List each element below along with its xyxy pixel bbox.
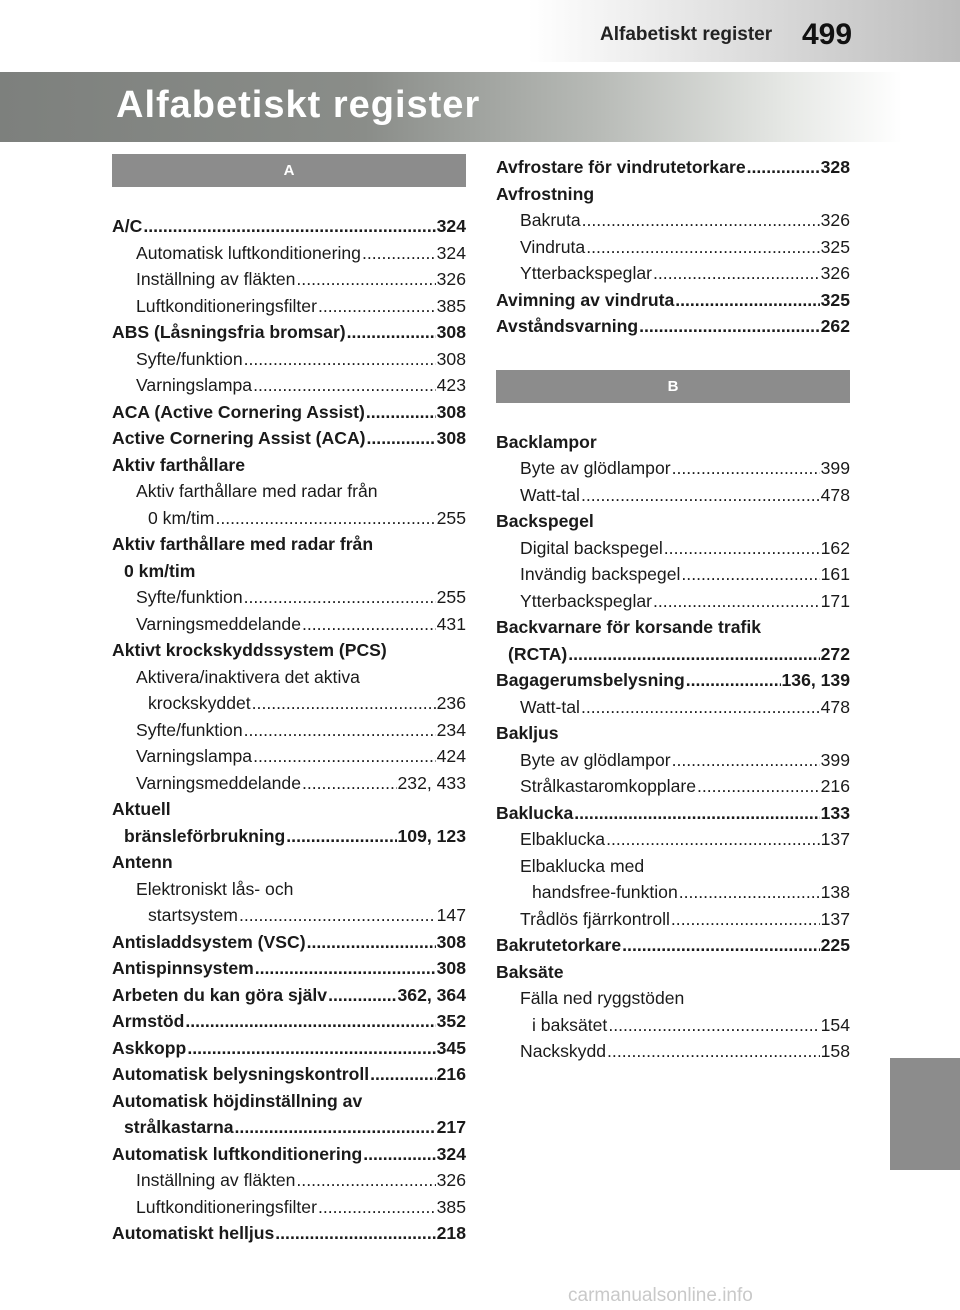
index-column-left [112, 154, 466, 1247]
dot-leader [568, 641, 819, 668]
index-entry-term: Bagagerumsbelysning [496, 670, 685, 690]
index-entry [496, 313, 850, 340]
index-entry [496, 694, 850, 721]
section-thumb-tab [890, 1058, 960, 1170]
index-entry [112, 611, 466, 638]
section-header-b: B [496, 370, 850, 403]
index-entry [496, 747, 850, 774]
index-entry [112, 399, 466, 426]
title-banner [0, 72, 960, 142]
dot-leader [302, 770, 397, 797]
index-entry-page[interactable]: 154 [820, 1014, 850, 1035]
index-entry-term: Backvarnare för korsande trafik [496, 617, 762, 637]
index-entry [112, 558, 466, 585]
dot-leader [672, 747, 820, 774]
dot-leader [681, 561, 819, 588]
index-entry-term: Watt-tal [520, 484, 580, 505]
index-entry-page[interactable]: 326 [820, 210, 850, 230]
index-entry [112, 770, 466, 797]
index-entry [112, 690, 466, 717]
index-entry-term: Aktivt krockskyddssystem (PCS) [112, 640, 387, 660]
index-entry-page[interactable]: 478 [820, 696, 850, 717]
index-entry-page[interactable]: 272 [820, 643, 850, 664]
index-entry-page[interactable]: 109, 123 [397, 825, 466, 846]
dot-leader [581, 694, 820, 721]
index-entry-page[interactable]: 478 [820, 484, 850, 505]
index-entry-term: Byte av glödlampor [520, 458, 671, 478]
index-entry [496, 906, 850, 933]
dot-leader [275, 1220, 435, 1247]
index-entry-page[interactable]: 431 [436, 613, 466, 634]
dot-leader [362, 240, 436, 267]
dot-leader [607, 1038, 820, 1065]
dot-leader [328, 982, 396, 1009]
index-entry-page[interactable]: 308 [436, 428, 466, 448]
index-entry [112, 293, 466, 320]
dot-leader [302, 611, 436, 638]
dot-leader [672, 455, 820, 482]
index-entry [112, 1035, 466, 1062]
index-entry [112, 1141, 466, 1168]
index-entry-term: Varningslampa [136, 746, 253, 766]
index-list-a-continued [496, 154, 850, 340]
index-entry [112, 664, 466, 691]
index-entry [112, 240, 466, 267]
index-entry-page[interactable]: 218 [436, 1223, 466, 1243]
index-entry [112, 266, 466, 293]
index-entry-term: Avimning av vindruta [496, 289, 675, 310]
index-entry [112, 796, 466, 823]
index-entry-page[interactable]: 324 [436, 1143, 466, 1164]
index-entry-page[interactable]: 216 [436, 1064, 466, 1084]
index-entry-page[interactable]: 234 [436, 719, 466, 740]
index-entry [496, 720, 850, 747]
index-entry-term: Luftkonditioneringsfilter [136, 295, 317, 316]
index-entry [112, 1114, 466, 1141]
watermark: carmanualsonline.info [568, 1285, 753, 1306]
index-entry-term: 0 km/tim [148, 507, 215, 528]
index-entry-term: Aktiv farthållare [112, 454, 245, 475]
index-entry [112, 849, 466, 876]
dot-leader [664, 535, 820, 562]
index-entry-term: Bakljus [496, 723, 559, 743]
page-title: Alfabetiskt register [116, 84, 481, 126]
index-entry-term: Varningsmeddelande [136, 772, 301, 793]
index-entry-term: Armstöd [112, 1011, 185, 1031]
dot-leader [244, 346, 436, 373]
dot-leader [244, 717, 436, 744]
index-entry-term: Avfrostning [496, 183, 595, 204]
index-entry-page[interactable]: 325 [820, 289, 850, 310]
index-entry-term: Nackskydd [520, 1041, 607, 1061]
index-entry [496, 287, 850, 314]
dot-leader [370, 1061, 436, 1088]
index-entry-term: Arbeten du kan göra själv [112, 984, 328, 1005]
dot-leader [622, 932, 819, 959]
index-entry-term: Inställning av fläkten [136, 1170, 296, 1190]
index-entry [496, 879, 850, 906]
index-entry-page[interactable]: 171 [820, 590, 850, 611]
dot-leader [318, 1194, 436, 1221]
index-entry-term: Syfte/funktion [136, 587, 243, 607]
dot-leader [606, 826, 820, 853]
index-entry-page[interactable]: 255 [436, 507, 466, 528]
dot-leader [143, 213, 435, 240]
index-entry [112, 637, 466, 664]
index-entry-page[interactable]: 362, 364 [397, 984, 466, 1005]
index-entry-page[interactable]: 308 [436, 401, 466, 422]
index-entry-page[interactable]: 162 [820, 537, 850, 558]
index-entry-page[interactable]: 385 [436, 1196, 466, 1217]
dot-leader [574, 800, 819, 827]
index-entry-term: krockskyddet [148, 693, 251, 713]
index-entry-term: Avfrostare för vindrutetorkare [496, 157, 746, 177]
index-list-a [112, 213, 466, 1247]
index-entry-term: A/C [112, 216, 143, 236]
dot-leader [608, 1012, 819, 1039]
index-entry-term: Ytterbackspeglar [520, 263, 653, 283]
index-entry [496, 207, 850, 234]
dot-leader [653, 260, 820, 287]
index-entry [496, 667, 850, 694]
dot-leader [675, 287, 819, 314]
index-entry [496, 588, 850, 615]
index-entry-term: Backspegel [496, 511, 594, 531]
index-entry-term: Digital backspegel [520, 537, 663, 558]
index-entry-page[interactable]: 324 [436, 242, 466, 263]
index-entry-term: strålkastarna [124, 1117, 234, 1137]
index-entry [112, 982, 466, 1009]
index-entry-term: Askkopp [112, 1037, 187, 1058]
index-entry-term: Automatisk belysningskontroll [112, 1064, 370, 1084]
index-entry [112, 425, 466, 452]
index-entry-page[interactable]: 399 [820, 749, 850, 770]
index-entry [496, 535, 850, 562]
index-entry [112, 1088, 466, 1115]
index-entry [496, 800, 850, 827]
dot-leader [582, 207, 820, 234]
index-entry [112, 876, 466, 903]
dot-leader [679, 879, 820, 906]
dot-leader [363, 1141, 435, 1168]
dot-leader [239, 902, 436, 929]
index-entry-term: Watt-tal [520, 696, 580, 717]
index-entry [496, 260, 850, 287]
dot-leader [367, 425, 436, 452]
dot-leader [253, 372, 436, 399]
index-entry [496, 826, 850, 853]
index-entry-term: Elbaklucka med [520, 855, 645, 876]
index-entry [496, 932, 850, 959]
index-entry-term: Automatisk luftkonditionering [112, 1143, 363, 1164]
index-entry [112, 505, 466, 532]
index-entry-term: Antenn [112, 852, 173, 872]
index-entry-page[interactable]: 308 [436, 348, 466, 369]
header-title: Alfabetiskt register [600, 24, 773, 45]
index-entry-page[interactable]: 345 [436, 1037, 466, 1058]
index-entry [112, 955, 466, 982]
index-entry-page[interactable]: 161 [820, 564, 850, 584]
index-entry [112, 213, 466, 240]
index-entry-page[interactable]: 133 [820, 802, 850, 823]
dot-leader [366, 399, 436, 426]
index-entry [496, 181, 850, 208]
dot-leader [318, 293, 436, 320]
index-entry-term: ABS (Låsningsfria bromsar) [112, 322, 346, 342]
index-entry-page[interactable]: 232, 433 [397, 772, 466, 793]
index-entry-term: Trådlös fjärrkontroll [520, 908, 670, 929]
index-entry [112, 902, 466, 929]
index-entry [496, 853, 850, 880]
dot-leader [747, 154, 820, 181]
index-entry [496, 429, 850, 456]
index-entry-page[interactable]: 326 [436, 1170, 466, 1190]
index-entry-term: Varningsmeddelande [136, 613, 301, 634]
index-entry-term: Luftkonditioneringsfilter [136, 1196, 317, 1217]
index-entry-page[interactable]: 399 [820, 458, 850, 478]
index-entry-term: Ytterbackspeglar [520, 590, 653, 611]
index-entry-page[interactable]: 136, 139 [781, 670, 850, 690]
index-entry-page[interactable]: 137 [820, 829, 850, 849]
index-entry-page[interactable]: 236 [436, 693, 466, 713]
index-entry [112, 823, 466, 850]
index-entry-term: Strålkastaromkopplare [520, 776, 697, 796]
index-entry [496, 234, 850, 261]
index-entry-term: (RCTA) [508, 643, 568, 664]
index-entry-term: Byte av glödlampor [520, 749, 671, 770]
index-entry [112, 346, 466, 373]
index-entry-term: Baksäte [496, 961, 564, 982]
index-entry-page[interactable]: 326 [436, 269, 466, 289]
index-entry-term: Automatisk luftkonditionering [136, 242, 361, 263]
dot-leader [286, 823, 396, 850]
index-entry [496, 959, 850, 986]
section-header-a: A [112, 154, 466, 187]
dot-leader [215, 505, 435, 532]
index-entry-term: Syfte/funktion [136, 348, 243, 369]
index-entry [112, 1220, 466, 1247]
dot-leader [253, 743, 436, 770]
index-entry [112, 1167, 466, 1194]
dot-leader [697, 773, 820, 800]
index-entry-term: Backlampor [496, 431, 597, 452]
index-entry-term: Syfte/funktion [136, 719, 243, 740]
index-entry [112, 743, 466, 770]
index-entry-term: Active Cornering Assist (ACA) [112, 428, 366, 448]
index-entry-page[interactable]: 326 [820, 263, 850, 283]
index-entry [496, 154, 850, 181]
index-entry-term: Automatisk höjdinställning av [112, 1090, 363, 1111]
index-entry [112, 717, 466, 744]
index-entry [112, 1008, 466, 1035]
index-entry [496, 1038, 850, 1065]
index-entry [496, 773, 850, 800]
index-entry-page[interactable]: 424 [436, 746, 466, 766]
index-entry-term: Varningslampa [136, 375, 253, 395]
index-entry-term: Bakruta [520, 210, 581, 230]
dot-leader [307, 929, 436, 956]
index-entry-page[interactable]: 255 [436, 587, 466, 607]
index-entry-term: Antispinnsystem [112, 958, 254, 978]
index-entry-term: Bakrutetorkare [496, 935, 622, 955]
index-column-right [496, 154, 850, 1065]
dot-leader [185, 1008, 435, 1035]
index-entry [112, 372, 466, 399]
index-list-b [496, 429, 850, 1065]
index-entry-page[interactable]: 225 [820, 935, 850, 955]
index-entry-page[interactable]: 217 [436, 1117, 466, 1137]
index-entry-page[interactable]: 158 [820, 1041, 850, 1061]
index-entry [496, 482, 850, 509]
index-entry-page[interactable]: 147 [436, 905, 466, 925]
index-entry-term: Elbaklucka [520, 829, 606, 849]
index-entry-term: Aktiv farthållare med radar från [112, 534, 374, 554]
index-entry [496, 508, 850, 535]
index-entry-page[interactable]: 308 [436, 322, 466, 342]
dot-leader [347, 319, 436, 346]
index-entry-page[interactable]: 325 [820, 236, 850, 257]
index-entry-page[interactable]: 308 [436, 958, 466, 978]
index-entry-term: Fälla ned ryggstöden [520, 988, 685, 1008]
dot-leader [252, 690, 436, 717]
index-entry-term: Antisladdsystem (VSC) [112, 931, 306, 952]
index-entry-term: Elektroniskt lås- och [136, 878, 294, 899]
dot-leader [187, 1035, 435, 1062]
index-entry-term: Aktivera/inaktivera det aktiva [136, 666, 360, 687]
index-entry [496, 614, 850, 641]
index-entry-page[interactable]: 137 [820, 908, 850, 929]
index-entry-term: startsystem [148, 905, 238, 925]
index-entry [496, 561, 850, 588]
dot-leader [581, 482, 820, 509]
index-entry-page[interactable]: 138 [820, 882, 850, 902]
index-entry [496, 985, 850, 1012]
dot-leader [686, 667, 781, 694]
index-entry-term: Inställning av fläkten [136, 269, 296, 289]
index-entry-page[interactable]: 385 [436, 295, 466, 316]
index-entry-term: Automatiskt helljus [112, 1223, 275, 1243]
page-header [0, 0, 960, 62]
dot-leader [586, 234, 819, 261]
index-entry-term: handsfree-funktion [532, 882, 678, 902]
dot-leader [296, 266, 435, 293]
index-entry-term: 0 km/tim [124, 560, 196, 581]
index-entry-term: Vindruta [520, 236, 586, 257]
dot-leader [255, 955, 436, 982]
index-entry-page[interactable]: 308 [436, 931, 466, 952]
index-entry-page[interactable]: 216 [820, 776, 850, 796]
index-entry-term: Avståndsvarning [496, 316, 639, 336]
index-entry-page[interactable]: 262 [820, 316, 850, 336]
index-entry-term: Aktiv farthållare med radar från [136, 481, 378, 501]
index-entry [496, 455, 850, 482]
page-number: 499 [802, 18, 853, 51]
index-entry [112, 319, 466, 346]
index-entry [112, 584, 466, 611]
index-entry-term: Invändig backspegel [520, 564, 681, 584]
index-entry-page[interactable]: 352 [436, 1011, 466, 1031]
dot-leader [671, 906, 820, 933]
index-entry [112, 1061, 466, 1088]
index-entry-term: bränsleförbrukning [124, 825, 286, 846]
dot-leader [653, 588, 820, 615]
index-entry-page[interactable]: 328 [820, 157, 850, 177]
index-entry-term: Baklucka [496, 802, 574, 823]
index-entry [112, 929, 466, 956]
index-entry [112, 531, 466, 558]
index-entry [496, 1012, 850, 1039]
dot-leader [235, 1114, 436, 1141]
dot-leader [296, 1167, 435, 1194]
index-entry [112, 478, 466, 505]
index-entry [112, 452, 466, 479]
dot-leader [639, 313, 820, 340]
dot-leader [244, 584, 436, 611]
index-entry-term: ACA (Active Cornering Assist) [112, 401, 365, 422]
index-entry-page[interactable]: 324 [436, 216, 466, 236]
index-entry-term: i baksätet [532, 1014, 608, 1035]
index-entry-term: Aktuell [112, 799, 171, 819]
index-entry [112, 1194, 466, 1221]
index-entry-page[interactable]: 423 [436, 375, 466, 395]
index-entry [496, 641, 850, 668]
